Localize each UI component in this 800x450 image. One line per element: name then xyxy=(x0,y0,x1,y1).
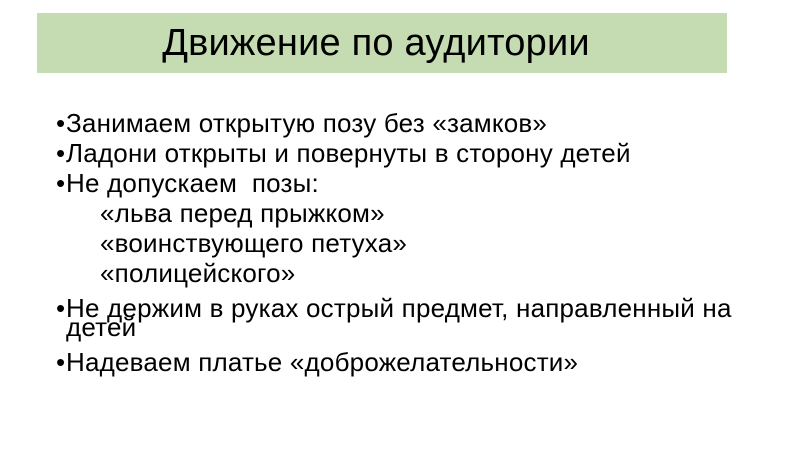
bullet-text: Надеваем платье «доброжелательности» xyxy=(66,347,579,377)
bullet-text: Занимаем открытую позу без «замков» xyxy=(66,108,548,138)
bullet-text: Не держим в руках острый предмет, направленный на детей xyxy=(66,293,740,342)
title-banner xyxy=(37,13,727,73)
bullet-text: Ладони открыты и повернуты в сторону детей xyxy=(66,138,631,168)
indented-item xyxy=(56,258,750,288)
bullet-item xyxy=(56,108,750,138)
bullet-marker: • xyxy=(56,347,66,377)
indented-item xyxy=(56,228,750,258)
slide-title: Движение по аудитории xyxy=(162,22,590,64)
indented-text: «полицейского» xyxy=(100,258,296,288)
bullet-item xyxy=(56,293,750,342)
bullet-item xyxy=(56,168,750,198)
slide-body xyxy=(56,108,750,383)
bullet-marker: • xyxy=(56,293,66,323)
bullet-text: Не допускаем позы: xyxy=(66,168,319,198)
bullet-marker: • xyxy=(56,138,66,168)
bullet-item xyxy=(56,138,750,168)
indented-item xyxy=(56,198,750,228)
bullet-item xyxy=(56,347,750,377)
indented-text: «льва перед прыжком» xyxy=(100,198,385,228)
bullet-marker: • xyxy=(56,168,66,198)
bullet-marker: • xyxy=(56,108,66,138)
indented-text: «воинствующего петуха» xyxy=(100,228,408,258)
